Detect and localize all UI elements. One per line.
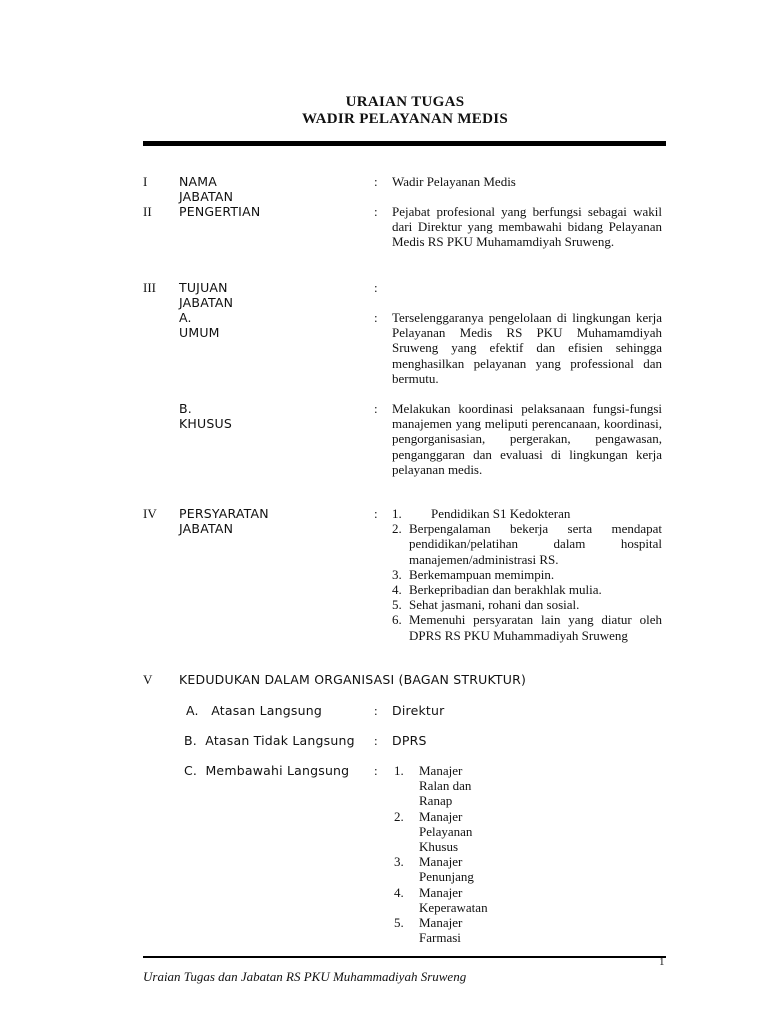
list-number: 6. bbox=[392, 612, 402, 628]
list-number: 5. bbox=[392, 597, 402, 613]
section-number: III bbox=[143, 280, 156, 295]
list-text: Manajer Penunjang bbox=[419, 854, 474, 885]
document-subtitle: WADIR PELAYANAN MEDIS bbox=[301, 111, 509, 127]
section-value: Melakukan koordinasi pelaksanaan fungsi-fungsi manajemen yang meliputi perencanaan, koordinasi, pengorganisasian, pergerakan, pengawasan, penganggaran dan evaluasi di lingkungan kerja pelayanan medis. bbox=[392, 401, 662, 477]
section-label: A. Atasan Langsung bbox=[186, 703, 322, 718]
section-number: IV bbox=[143, 506, 157, 521]
section-label: PERSYARATAN JABATAN bbox=[179, 506, 269, 537]
section-label: B. Atasan Tidak Langsung bbox=[184, 733, 355, 748]
list-text: Manajer Keperawatan bbox=[419, 884, 488, 915]
section-number: V bbox=[143, 672, 153, 687]
list-number: 5. bbox=[394, 915, 404, 931]
section-number: I bbox=[143, 174, 148, 189]
list-text: Sehat jasmani, rohani dan sosial. bbox=[409, 597, 580, 613]
list-text: Manajer Farmasi bbox=[419, 915, 463, 946]
list-number: 4. bbox=[392, 582, 402, 598]
page-number: 1 bbox=[659, 956, 665, 968]
section-label: B. KHUSUS bbox=[179, 401, 232, 432]
list-item bbox=[392, 521, 662, 567]
section-value: Pejabat profesional yang berfungsi sebagai wakil dari Direktur yang membawahi bidang Pelayanan Medis RS PKU Muhamamdiyah Sruweng. bbox=[392, 204, 662, 250]
colon: : bbox=[374, 763, 378, 778]
section-label: KEDUDUKAN DALAM ORGANISASI (BAGAN STRUKTUR) bbox=[179, 672, 527, 687]
subordinates-list bbox=[394, 763, 488, 945]
list-number: 3. bbox=[394, 854, 404, 870]
list-number: 2. bbox=[394, 808, 404, 824]
footer-text: Uraian Tugas dan Jabatan RS PKU Muhammadiyah Sruweng bbox=[143, 969, 467, 984]
section-value: Direktur bbox=[392, 703, 445, 718]
list-number: 3. bbox=[392, 566, 402, 582]
list-item bbox=[392, 567, 662, 582]
list-item bbox=[394, 915, 488, 945]
list-item bbox=[394, 854, 488, 884]
list-item bbox=[392, 597, 662, 612]
section-label: NAMA JABATAN bbox=[179, 174, 234, 205]
list-number: 1. bbox=[394, 763, 404, 778]
section-label: TUJUAN JABATAN bbox=[179, 280, 234, 311]
section-value: DPRS bbox=[392, 733, 427, 748]
colon: : bbox=[374, 506, 378, 521]
section-label: PENGERTIAN bbox=[179, 204, 261, 219]
header-rule bbox=[143, 141, 666, 146]
colon: : bbox=[374, 204, 378, 219]
list-number: 1. bbox=[392, 506, 402, 521]
section-label: C. Membawahi Langsung bbox=[184, 763, 350, 778]
list-text: Berkepribadian dan berakhlak mulia. bbox=[409, 582, 602, 598]
list-number: 2. bbox=[392, 521, 402, 537]
list-item bbox=[392, 582, 662, 597]
list-text: Berkemampuan memimpin. bbox=[409, 566, 555, 582]
section-value: Wadir Pelayanan Medis bbox=[392, 174, 516, 189]
list-text: Pendidikan S1 Kedokteran bbox=[431, 506, 571, 521]
list-text: Memenuhi persyaratan lain yang diatur oleh DPRS RS PKU Muhammadiyah Sruweng bbox=[409, 612, 662, 643]
colon: : bbox=[374, 280, 378, 295]
section-label: A. UMUM bbox=[179, 310, 220, 341]
section-value: Terselenggaranya pengelolaan di lingkungan kerja Pelayanan Medis RS PKU Muhamamdiyah Sruweng yang efektif dan efisien sehingga menghasilkan pelayanan yang professional dan bermutu. bbox=[392, 310, 662, 386]
colon: : bbox=[374, 703, 378, 718]
colon: : bbox=[374, 401, 378, 416]
list-text: Berpengalaman bekerja serta mendapat pendidikan/pelatihan dalam hospital manajemen/administrasi RS. bbox=[409, 521, 662, 567]
list-number: 4. bbox=[394, 884, 404, 900]
colon: : bbox=[374, 174, 378, 189]
list-item bbox=[392, 506, 662, 521]
section-number: II bbox=[143, 204, 152, 219]
colon: : bbox=[374, 310, 378, 325]
requirements-list bbox=[392, 506, 662, 643]
list-item bbox=[392, 612, 662, 642]
footer-rule bbox=[143, 956, 666, 958]
list-item bbox=[394, 763, 488, 809]
list-text: Manajer Ralan dan Ranap bbox=[419, 763, 472, 809]
document-title: URAIAN TUGAS bbox=[345, 94, 465, 110]
list-item bbox=[394, 809, 488, 855]
colon: : bbox=[374, 733, 378, 748]
list-item bbox=[394, 885, 488, 915]
list-text: Manajer Pelayanan Khusus bbox=[419, 808, 473, 855]
